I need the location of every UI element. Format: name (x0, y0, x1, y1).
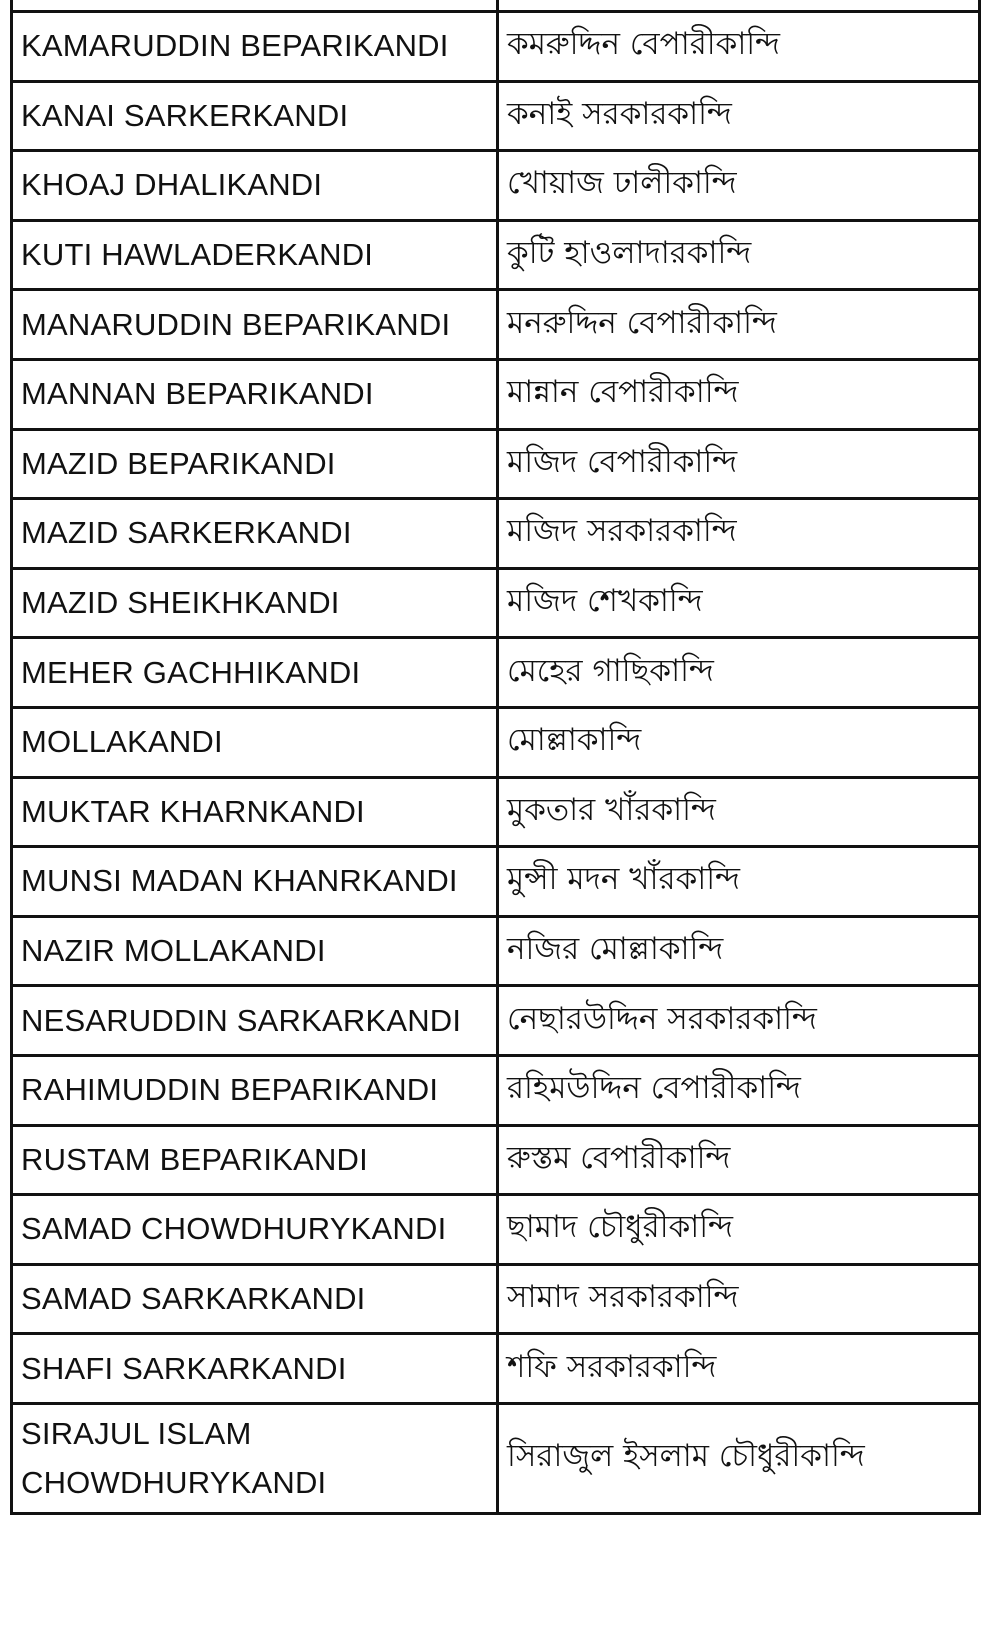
table-row (12, 359, 980, 429)
bengali-name-cell: কুটি হাওলাদারকান্দি (498, 220, 980, 290)
table-row (12, 1264, 980, 1334)
english-name-cell: KUTI HAWLADERKANDI (12, 220, 498, 290)
english-name-cell: MAZID SARKERKANDI (12, 499, 498, 569)
english-name-cell: MANARUDDIN BEPARIKANDI (12, 290, 498, 360)
bengali-name-cell: রুস্তম বেপারীকান্দি (498, 1125, 980, 1195)
english-name-cell: SAMAD SARKARKANDI (12, 1264, 498, 1334)
english-name-cell: SHAFI SARKARKANDI (12, 1334, 498, 1404)
village-name-table (10, 0, 981, 1515)
english-name-cell (12, 0, 498, 12)
english-name-cell: MOLLAKANDI (12, 707, 498, 777)
table-row (12, 638, 980, 708)
bengali-name-cell: রহিমউদ্দিন বেপারীকান্দি (498, 1055, 980, 1125)
bengali-name-cell: মান্নান বেপারীকান্দি (498, 359, 980, 429)
bengali-name-cell: সিরাজুল ইসলাম চৌধুরীকান্দি (498, 1403, 980, 1513)
bengali-name-cell: কমরুদ্দিন বেপারীকান্দি (498, 12, 980, 82)
bengali-name-cell: নজির মোল্লাকান্দি (498, 916, 980, 986)
bengali-name-cell: মোল্লাকান্দি (498, 707, 980, 777)
table-row (12, 429, 980, 499)
table-row (12, 916, 980, 986)
table-row (12, 290, 980, 360)
english-name-cell: RUSTAM BEPARIKANDI (12, 1125, 498, 1195)
english-name-cell: KANAI SARKERKANDI (12, 81, 498, 151)
table-row (12, 1195, 980, 1265)
english-name-cell: KAMARUDDIN BEPARIKANDI (12, 12, 498, 82)
bengali-name-cell: মজিদ বেপারীকান্দি (498, 429, 980, 499)
english-name-cell: SAMAD CHOWDHURYKANDI (12, 1195, 498, 1265)
english-name-cell: NESARUDDIN SARKARKANDI (12, 986, 498, 1056)
table-row (12, 1334, 980, 1404)
table-row (12, 499, 980, 569)
table-row (12, 1055, 980, 1125)
english-name-cell: MEHER GACHHIKANDI (12, 638, 498, 708)
bengali-name-cell: মজিদ সরকারকান্দি (498, 499, 980, 569)
table-row (12, 81, 980, 151)
bengali-name-cell: মনরুদ্দিন বেপারীকান্দি (498, 290, 980, 360)
bengali-name-cell: সামাদ সরকারকান্দি (498, 1264, 980, 1334)
table-row-partial-top (12, 0, 980, 12)
bengali-name-cell: মজিদ শেখকান্দি (498, 568, 980, 638)
bengali-name-cell: ছামাদ চৌধুরীকান্দি (498, 1195, 980, 1265)
table-row (12, 1125, 980, 1195)
bengali-name-cell: নেছারউদ্দিন সরকারকান্দি (498, 986, 980, 1056)
table-row (12, 986, 980, 1056)
english-name-cell: RAHIMUDDIN BEPARIKANDI (12, 1055, 498, 1125)
english-name-cell: MAZID SHEIKHKANDI (12, 568, 498, 638)
table-row (12, 568, 980, 638)
table-row (12, 707, 980, 777)
bengali-name-cell: মেহের গাছিকান্দি (498, 638, 980, 708)
english-name-cell: SIRAJUL ISLAM CHOWDHURYKANDI (12, 1403, 498, 1513)
english-name-cell: KHOAJ DHALIKANDI (12, 151, 498, 221)
english-name-cell: MUKTAR KHARNKANDI (12, 777, 498, 847)
bengali-name-cell: মুকতার খাঁরকান্দি (498, 777, 980, 847)
bengali-name-cell: খোয়াজ ঢালীকান্দি (498, 151, 980, 221)
english-name-cell: MAZID BEPARIKANDI (12, 429, 498, 499)
table-row (12, 1403, 980, 1513)
bengali-name-cell: শফি সরকারকান্দি (498, 1334, 980, 1404)
table-row (12, 847, 980, 917)
english-name-cell: MUNSI MADAN KHANRKANDI (12, 847, 498, 917)
bengali-name-cell: কনাই সরকারকান্দি (498, 81, 980, 151)
table-row (12, 12, 980, 82)
table-row (12, 151, 980, 221)
english-name-cell: MANNAN BEPARIKANDI (12, 359, 498, 429)
english-name-cell: NAZIR MOLLAKANDI (12, 916, 498, 986)
bengali-name-cell (498, 0, 980, 12)
table-row (12, 220, 980, 290)
table-row (12, 777, 980, 847)
bengali-name-cell: মুন্সী মদন খাঁরকান্দি (498, 847, 980, 917)
